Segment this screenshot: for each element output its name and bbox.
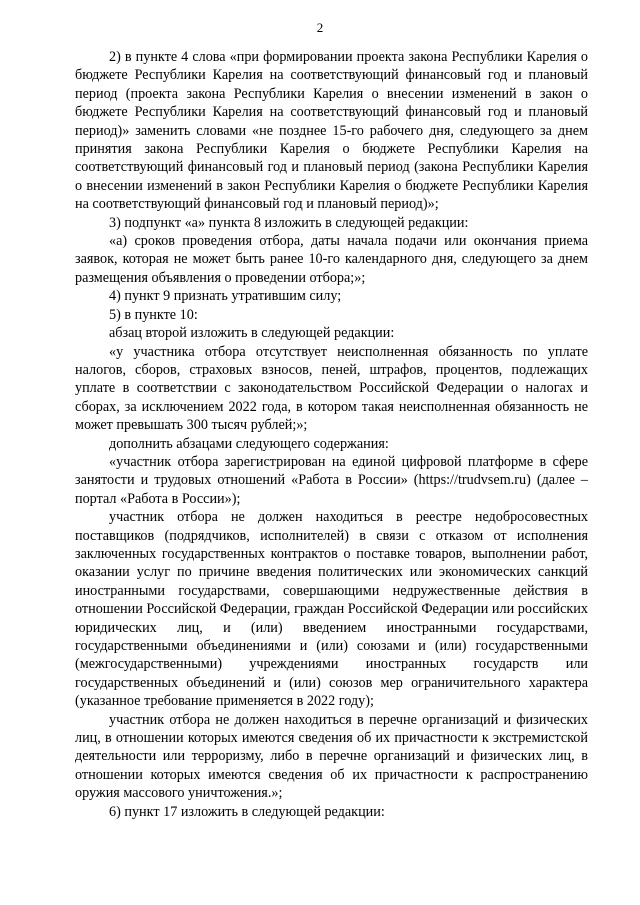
- document-body: [75, 48, 588, 821]
- paragraph-second-abzac-heading: абзац второй изложить в следующей редакции:: [109, 325, 395, 342]
- page-number: 2: [316, 20, 324, 35]
- paragraph-work-in-russia-portal: «участник отбора зарегистрирован на единой цифровой платформе в сфере занятости и трудовых отношений «Работа в России» (https://trudvsem.ru) (далее – портал «Работа в России»);: [75, 453, 588, 507]
- paragraph-subitem-a-text: «а) сроков проведения отбора, даты начала подачи или окончания приема заявок, которая не может быть ранее 10-го календарного дня, следующего за днем размещения объявления о проведении отбора;»;: [75, 233, 588, 286]
- paragraph-tax-obligation: «у участника отбора отсутствует неисполненная обязанность по уплате налогов, сборов, страховых взносов, пеней, штрафов, процентов, подлежащих уплате в соответствии с законодательством Российской Федерации о налогах и сборах, за исключением 2022 года, в котором такая неисполненная обязанность не может превышать 300 тысяч рублей;»;: [75, 343, 588, 434]
- paragraph-unfair-suppliers-registry: участник отбора не должен находиться в реестре недобросовестных поставщиков (подрядчиков, исполнителей) в связи с отказом от исполнения заключенных государственных контрактов о поставке товаров, выполнении работ, оказании услуг по причине введения политических или экономических санкций иностранными государствами, совершающими недружественные действия в отношении Российской Федерации, граждан Российской Федерации или российских юридических лиц, и (или) введением иностранными государствами, государственными объединениями и (или) союзами и (или) государственными (межгосударственными) учреждениями иностранных государств или государственных объединений и (или) союзов мер ограничительного характера (указанное требование применяется в 2022 году);: [75, 509, 588, 710]
- paragraph-item-5-heading: 5) в пункте 10:: [109, 306, 198, 323]
- paragraph-add-abzacs-heading: дополнить абзацами следующего содержания:: [109, 435, 389, 452]
- paragraph-item-2-amendment: 2) в пункте 4 слова «при формировании проекта закона Республики Карелия о бюджете Республики Карелия на соответствующий финансовый год и плановый период (проекта закона Республики Карелия о внесении изменений в закон о бюджете Республики Карелия на соответствующий финансовый год и плановый период)» заменить словами «не позднее 15-го рабочего дня, следующего за днем принятия закона Республики Карелия о бюджете Республики Карелия на соответствующий финансовый год и плановый период (закона Республики Карелия о внесении изменений в закон Республики Карелия о бюджете Республики Карелия на соответствующий финансовый год и плановый период)»;: [75, 49, 588, 213]
- paragraph-extremism-list: участник отбора не должен находиться в перечне организаций и физических лиц, в отношении которых имеются сведения об их причастности к экстремистской деятельности или терроризму, либо в перечне организаций и физических лиц, в отношении которых имеются сведения об их причастности к распространению оружия массового уничтожения.»;: [75, 711, 588, 802]
- paragraph-item-3-heading: 3) подпункт «а» пункта 8 изложить в следующей редакции:: [109, 214, 469, 231]
- paragraph-item-4: 4) пункт 9 признать утратившим силу;: [109, 288, 342, 305]
- paragraph-item-6-heading: 6) пункт 17 изложить в следующей редакции:: [109, 803, 385, 820]
